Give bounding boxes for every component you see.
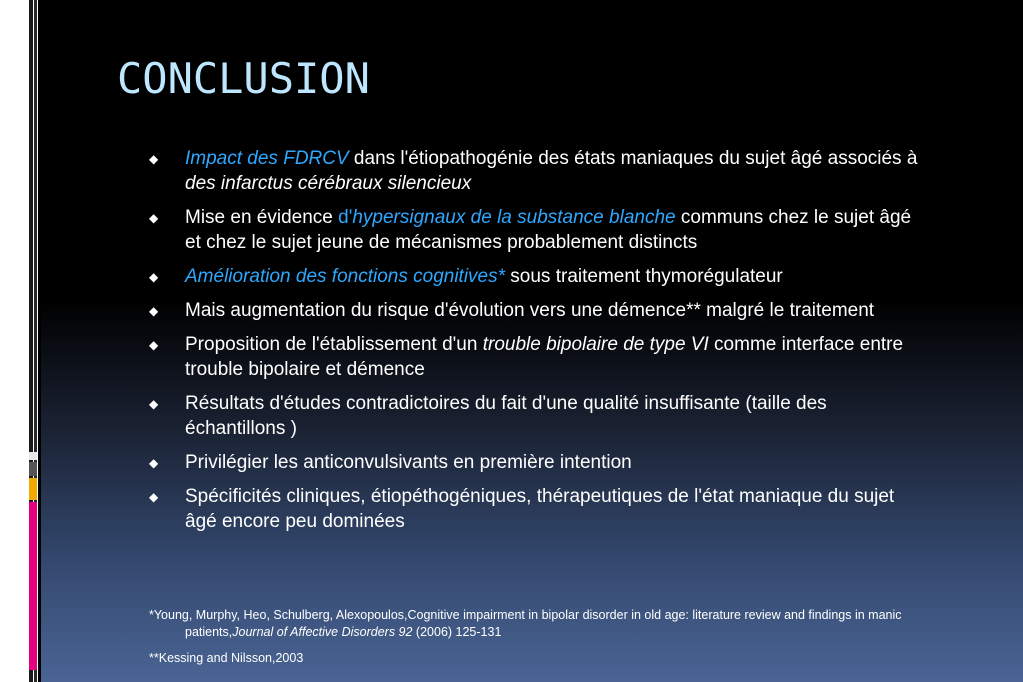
bullet-text: Mise en évidence — [185, 207, 339, 228]
accent-block-gray — [29, 462, 37, 476]
diamond-bullet-icon: ◆ — [149, 304, 159, 318]
bullet-text: sous traitement thymorégulateur — [505, 266, 783, 287]
bullet-text: Spécificités cliniques, étiopéthogéniques, thérapeutiques de l'état maniaque du sujet âgé encore peu dominées — [185, 486, 895, 532]
diamond-bullet-icon: ◆ — [149, 397, 159, 411]
accent-block-magenta — [29, 502, 37, 670]
bullet-item — [149, 264, 919, 289]
bullet-text: hypersignaux de la substance blanche — [352, 207, 676, 228]
bullet-text: Privilégier les anticonvulsivants en première intention — [185, 452, 632, 473]
bullet-text: Amélioration des fonctions cognitives* — [185, 266, 506, 287]
bullet-text: comme interface entre trouble bipolaire et démence — [185, 334, 904, 380]
diamond-bullet-icon: ◆ — [149, 490, 159, 504]
diamond-bullet-icon: ◆ — [149, 270, 159, 284]
references — [149, 607, 929, 667]
bullet-item — [149, 146, 919, 196]
bullet-text: Impact des FDRCV — [185, 148, 349, 169]
bullet-item — [149, 205, 919, 255]
bullet-item — [149, 484, 919, 534]
bullet-text: Proposition de l'établissement d'un — [185, 334, 483, 355]
bullet-text: trouble bipolaire de type VI — [482, 334, 709, 355]
reference-1-tail: (2006) 125-131 — [412, 625, 502, 639]
left-decorative-band — [0, 0, 41, 682]
bullet-text: Résultats d'études contradictoires du fait d'une qualité insuffisante (taille des échantillons ) — [185, 393, 827, 439]
bullet-item — [149, 450, 919, 475]
reference-1-journal: Journal of Affective Disorders 92 — [232, 625, 413, 639]
bullet-text: dans l'étiopathogénie des états maniaques du sujet âgé associés à — [348, 148, 918, 169]
diamond-bullet-icon: ◆ — [149, 338, 159, 352]
reference-1 — [149, 607, 929, 641]
bullet-text: Mais augmentation du risque d'évolution vers une démence** malgré le traitement — [185, 300, 875, 321]
slide-title: CONCLUSION — [117, 54, 370, 103]
reference-1-text: *Young, Murphy, Heo, Schulberg, Alexopoulos,Cognitive impairment in bipolar disorder in old age: literature review and findings in manic patients, — [149, 608, 902, 639]
bullet-item — [149, 332, 919, 382]
bullet-text: des infarctus cérébraux silencieux — [185, 173, 472, 194]
reference-2: **Kessing and Nilsson,2003 — [149, 651, 304, 665]
bullet-text: d' — [338, 207, 353, 228]
diamond-bullet-icon: ◆ — [149, 152, 159, 166]
bullet-text: communs chez le sujet âgé et chez le sujet jeune de mécanismes probablement distincts — [185, 207, 912, 253]
diamond-bullet-icon: ◆ — [149, 456, 159, 470]
slide — [41, 0, 1023, 682]
accent-block-orange — [29, 478, 37, 500]
bullet-list — [149, 146, 919, 543]
bullet-item — [149, 298, 919, 323]
diamond-bullet-icon: ◆ — [149, 211, 159, 225]
accent-block-white — [29, 452, 37, 460]
bullet-item — [149, 391, 919, 441]
